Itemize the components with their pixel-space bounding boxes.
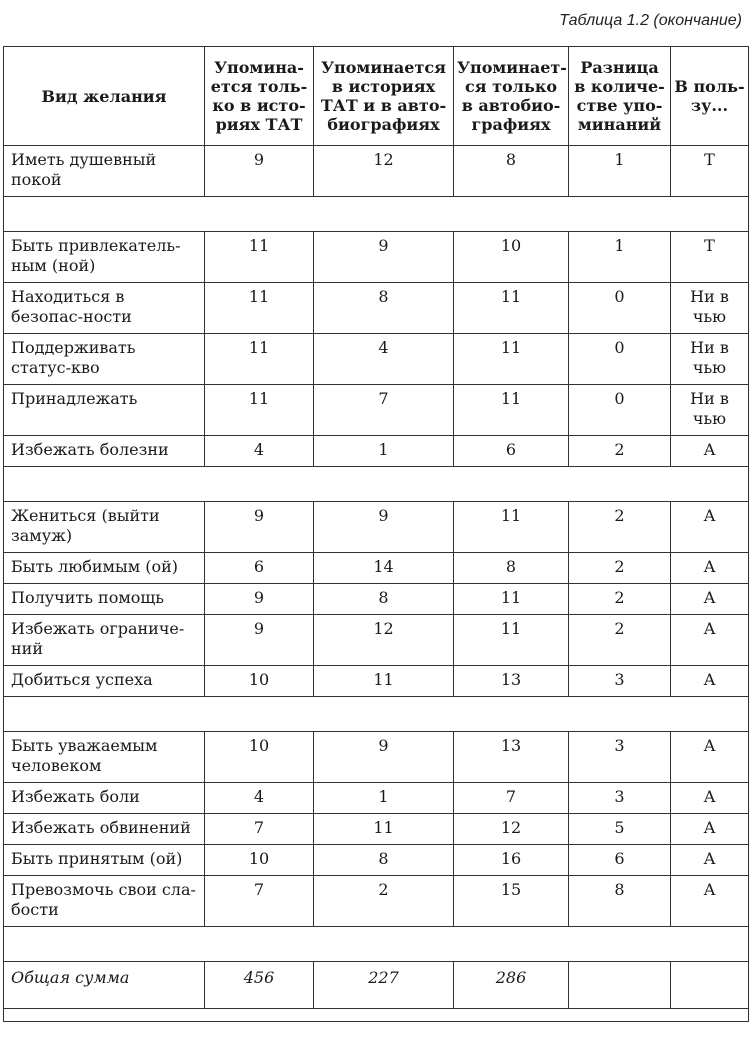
table-row bbox=[4, 232, 749, 283]
desire-cell: Избежать ограниче-ний bbox=[4, 615, 205, 666]
desire-cell: Находиться в безопас-ности bbox=[4, 283, 205, 334]
in-favor-cell: А bbox=[671, 584, 749, 615]
difference-cell: 3 bbox=[569, 783, 671, 814]
desire-cell: Быть любимым (ой) bbox=[4, 553, 205, 584]
tail-cell bbox=[4, 1009, 749, 1022]
desire-cell: Избежать обвинений bbox=[4, 814, 205, 845]
tat-and-autobio-cell: 11 bbox=[314, 666, 454, 697]
tat-only-cell: 11 bbox=[205, 283, 314, 334]
in-favor-cell: Ни в чью bbox=[671, 283, 749, 334]
desire-cell: Избежать боли bbox=[4, 783, 205, 814]
separator-cell bbox=[4, 467, 749, 502]
in-favor-cell: А bbox=[671, 783, 749, 814]
table-row bbox=[4, 436, 749, 467]
tat-and-autobio-cell: 1 bbox=[314, 436, 454, 467]
autobio-only-cell: 6 bbox=[454, 436, 569, 467]
total-row bbox=[4, 962, 749, 1009]
difference-cell: 2 bbox=[569, 502, 671, 553]
difference-cell: 5 bbox=[569, 814, 671, 845]
table-row bbox=[4, 385, 749, 436]
tat-only-cell: 456 bbox=[205, 962, 314, 1009]
autobio-only-cell: 11 bbox=[454, 502, 569, 553]
tat-and-autobio-cell: 1 bbox=[314, 783, 454, 814]
autobio-only-cell: 7 bbox=[454, 783, 569, 814]
header-desire-type: Вид желания bbox=[4, 47, 205, 146]
desire-cell: Превозмочь свои сла-бости bbox=[4, 876, 205, 927]
in-favor-cell: Ни в чью bbox=[671, 334, 749, 385]
header-tat-only: Упомина-ется толь-ко в исто-риях ТАТ bbox=[205, 47, 314, 146]
autobio-only-cell: 16 bbox=[454, 845, 569, 876]
tat-only-cell: 11 bbox=[205, 232, 314, 283]
header-in-favor: В поль-зу... bbox=[671, 47, 749, 146]
tat-and-autobio-cell: 8 bbox=[314, 283, 454, 334]
section-separator-row bbox=[4, 197, 749, 232]
header-tat-and-autobio: Упоминается в историях ТАТ и в авто-биографиях bbox=[314, 47, 454, 146]
table-row bbox=[4, 814, 749, 845]
autobio-only-cell: 11 bbox=[454, 385, 569, 436]
difference-cell: 1 bbox=[569, 146, 671, 197]
section-separator-row bbox=[4, 697, 749, 732]
autobio-only-cell: 8 bbox=[454, 146, 569, 197]
difference-cell: 0 bbox=[569, 283, 671, 334]
autobio-only-cell: 8 bbox=[454, 553, 569, 584]
table-row bbox=[4, 283, 749, 334]
table-caption: Таблица 1.2 (окончание) bbox=[559, 12, 742, 29]
table-row bbox=[4, 502, 749, 553]
difference-cell: 3 bbox=[569, 732, 671, 783]
tat-only-cell: 10 bbox=[205, 732, 314, 783]
difference-cell: 1 bbox=[569, 232, 671, 283]
difference-cell bbox=[569, 962, 671, 1009]
tat-and-autobio-cell: 12 bbox=[314, 146, 454, 197]
desire-cell: Избежать болезни bbox=[4, 436, 205, 467]
tat-only-cell: 9 bbox=[205, 584, 314, 615]
difference-cell: 0 bbox=[569, 334, 671, 385]
in-favor-cell: А bbox=[671, 876, 749, 927]
desire-cell: Быть уважаемым человеком bbox=[4, 732, 205, 783]
in-favor-cell: Т bbox=[671, 146, 749, 197]
table-row bbox=[4, 783, 749, 814]
tat-and-autobio-cell: 9 bbox=[314, 732, 454, 783]
desire-cell: Поддерживать статус-кво bbox=[4, 334, 205, 385]
in-favor-cell: А bbox=[671, 436, 749, 467]
in-favor-cell: А bbox=[671, 553, 749, 584]
table-row bbox=[4, 553, 749, 584]
section-separator-row bbox=[4, 927, 749, 962]
tat-and-autobio-cell: 8 bbox=[314, 845, 454, 876]
desire-cell: Иметь душевный покой bbox=[4, 146, 205, 197]
autobio-only-cell: 13 bbox=[454, 666, 569, 697]
autobio-only-cell: 11 bbox=[454, 334, 569, 385]
autobio-only-cell: 11 bbox=[454, 584, 569, 615]
autobio-only-cell: 11 bbox=[454, 615, 569, 666]
in-favor-cell: А bbox=[671, 732, 749, 783]
tat-only-cell: 9 bbox=[205, 146, 314, 197]
tat-only-cell: 6 bbox=[205, 553, 314, 584]
desire-cell: Быть привлекатель-ным (ной) bbox=[4, 232, 205, 283]
tat-and-autobio-cell: 227 bbox=[314, 962, 454, 1009]
difference-cell: 2 bbox=[569, 615, 671, 666]
header-row bbox=[4, 47, 749, 146]
header-difference: Разница в количе-стве упо-минаний bbox=[569, 47, 671, 146]
in-favor-cell: Т bbox=[671, 232, 749, 283]
table-row bbox=[4, 876, 749, 927]
difference-cell: 2 bbox=[569, 436, 671, 467]
tat-and-autobio-cell: 11 bbox=[314, 814, 454, 845]
separator-cell bbox=[4, 197, 749, 232]
in-favor-cell: А bbox=[671, 814, 749, 845]
autobio-only-cell: 12 bbox=[454, 814, 569, 845]
tat-only-cell: 7 bbox=[205, 876, 314, 927]
tat-and-autobio-cell: 9 bbox=[314, 502, 454, 553]
tat-only-cell: 9 bbox=[205, 615, 314, 666]
difference-cell: 3 bbox=[569, 666, 671, 697]
tat-only-cell: 10 bbox=[205, 666, 314, 697]
tat-only-cell: 4 bbox=[205, 783, 314, 814]
difference-cell: 0 bbox=[569, 385, 671, 436]
tat-only-cell: 11 bbox=[205, 385, 314, 436]
table-tail-row bbox=[4, 1009, 749, 1022]
table-row bbox=[4, 334, 749, 385]
autobio-only-cell: 11 bbox=[454, 283, 569, 334]
autobio-only-cell: 13 bbox=[454, 732, 569, 783]
table-row bbox=[4, 146, 749, 197]
difference-cell: 2 bbox=[569, 584, 671, 615]
tat-and-autobio-cell: 7 bbox=[314, 385, 454, 436]
tat-and-autobio-cell: 14 bbox=[314, 553, 454, 584]
tat-and-autobio-cell: 8 bbox=[314, 584, 454, 615]
in-favor-cell: А bbox=[671, 845, 749, 876]
tat-and-autobio-cell: 4 bbox=[314, 334, 454, 385]
in-favor-cell: Ни в чью bbox=[671, 385, 749, 436]
difference-cell: 2 bbox=[569, 553, 671, 584]
in-favor-cell: А bbox=[671, 502, 749, 553]
in-favor-cell bbox=[671, 962, 749, 1009]
autobio-only-cell: 15 bbox=[454, 876, 569, 927]
desire-cell: Добиться успеха bbox=[4, 666, 205, 697]
tat-only-cell: 9 bbox=[205, 502, 314, 553]
tat-only-cell: 4 bbox=[205, 436, 314, 467]
in-favor-cell: А bbox=[671, 615, 749, 666]
tat-only-cell: 11 bbox=[205, 334, 314, 385]
tat-only-cell: 7 bbox=[205, 814, 314, 845]
table-row bbox=[4, 615, 749, 666]
desire-cell: Общая сумма bbox=[4, 962, 205, 1009]
autobio-only-cell: 10 bbox=[454, 232, 569, 283]
desires-table bbox=[3, 46, 749, 1022]
table-row bbox=[4, 732, 749, 783]
table-row bbox=[4, 666, 749, 697]
header-autobio-only: Упоминает-ся только в автобио-графиях bbox=[454, 47, 569, 146]
table-row bbox=[4, 584, 749, 615]
desire-cell: Жениться (выйти замуж) bbox=[4, 502, 205, 553]
desire-cell: Получить помощь bbox=[4, 584, 205, 615]
section-separator-row bbox=[4, 467, 749, 502]
separator-cell bbox=[4, 697, 749, 732]
separator-cell bbox=[4, 927, 749, 962]
table-row bbox=[4, 845, 749, 876]
in-favor-cell: А bbox=[671, 666, 749, 697]
desire-cell: Быть принятым (ой) bbox=[4, 845, 205, 876]
difference-cell: 6 bbox=[569, 845, 671, 876]
tat-and-autobio-cell: 2 bbox=[314, 876, 454, 927]
difference-cell: 8 bbox=[569, 876, 671, 927]
tat-only-cell: 10 bbox=[205, 845, 314, 876]
tat-and-autobio-cell: 9 bbox=[314, 232, 454, 283]
tat-and-autobio-cell: 12 bbox=[314, 615, 454, 666]
autobio-only-cell: 286 bbox=[454, 962, 569, 1009]
desire-cell: Принадлежать bbox=[4, 385, 205, 436]
